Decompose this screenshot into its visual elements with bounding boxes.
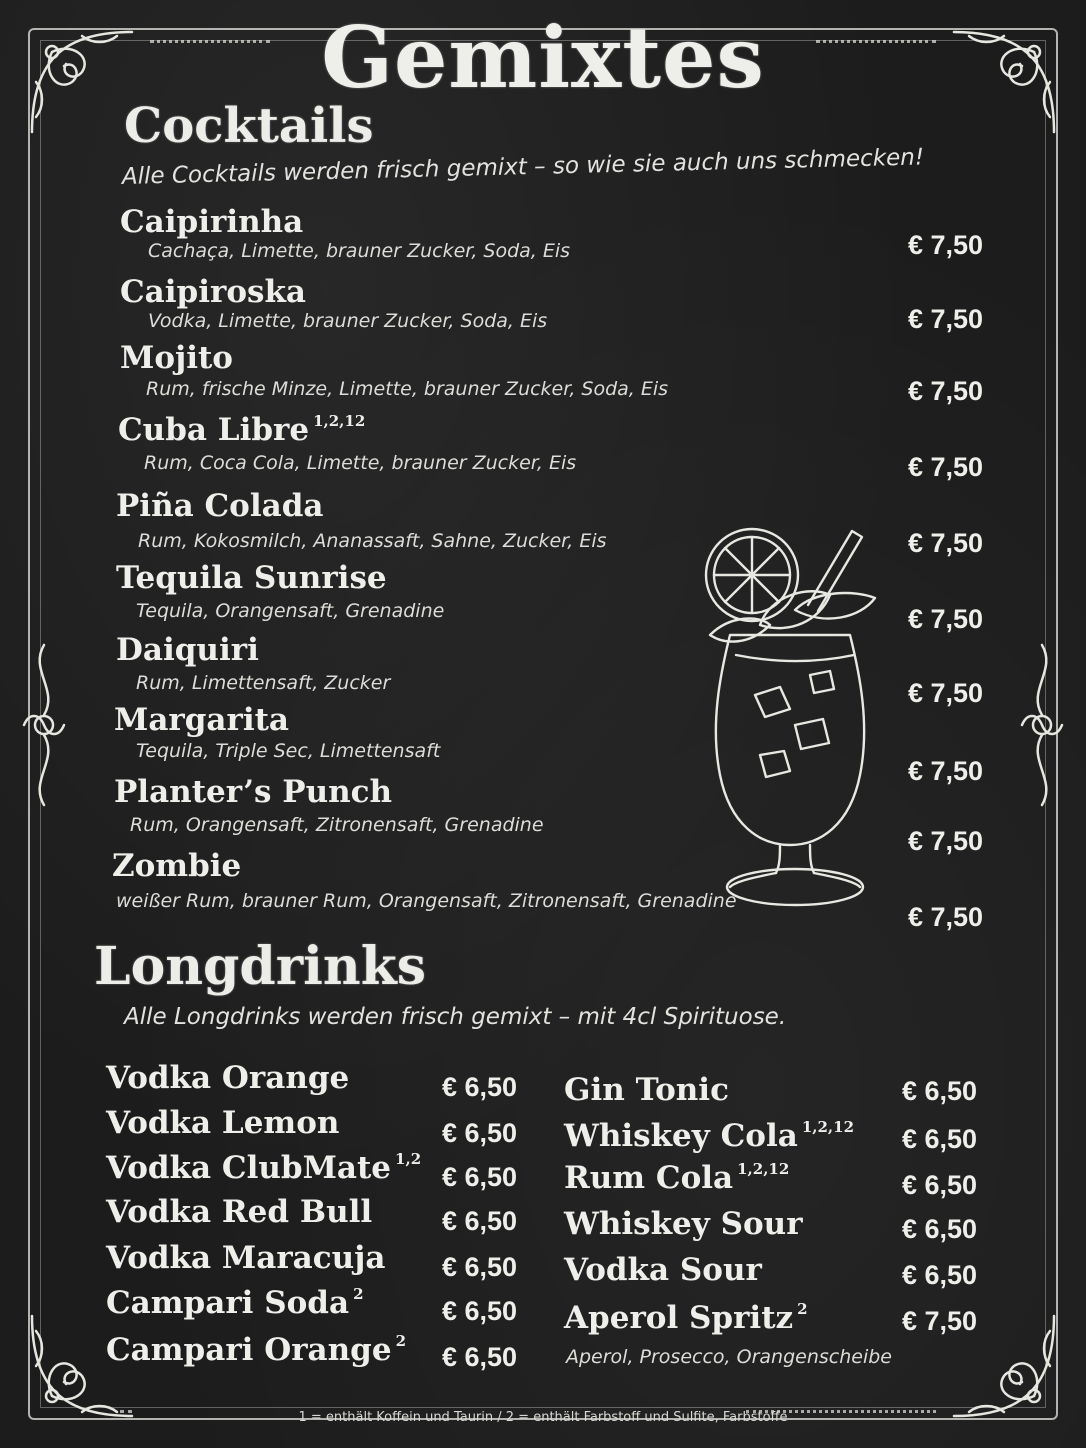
allergen-superscript: 1,2 — [395, 1150, 422, 1168]
longdrink-price: € 6,50 — [902, 1214, 978, 1244]
longdrink-name: Vodka Lemon — [106, 1105, 340, 1141]
longdrink-price: € 6,50 — [442, 1342, 518, 1372]
cocktail-price: € 7,50 — [908, 902, 984, 932]
cocktail-price: € 7,50 — [908, 304, 984, 334]
cocktail-name: Planter’s Punch — [114, 774, 393, 810]
longdrink-price: € 6,50 — [902, 1260, 978, 1290]
longdrink-name: Vodka Sour — [564, 1252, 762, 1288]
cocktail-name: Mojito — [120, 340, 233, 376]
cocktail-price: € 7,50 — [908, 826, 984, 856]
longdrink-name: Campari Soda $^2$ — [106, 1285, 364, 1321]
allergen-superscript: 2 — [353, 1285, 364, 1303]
cocktail-price: € 7,50 — [908, 604, 984, 634]
cocktail-description: Rum, Orangensaft, Zitronensaft, Grenadine — [130, 814, 544, 836]
cocktail-description: Rum, Limettensaft, Zucker — [136, 672, 391, 694]
longdrink-price: € 7,50 — [902, 1306, 978, 1336]
longdrink-name: Rum Cola $^{1,2,12}$ — [564, 1160, 790, 1196]
cocktail-name: Tequila Sunrise — [116, 560, 387, 596]
aperol-description: Aperol, Prosecco, Orangenscheibe — [566, 1346, 892, 1368]
page-title: Gemixtes — [321, 8, 765, 107]
longdrink-price: € 6,50 — [902, 1170, 978, 1200]
longdrinks-heading: Longdrinks — [94, 936, 427, 997]
cocktail-name: Zombie — [112, 848, 242, 884]
cocktail-description: Cachaça, Limette, brauner Zucker, Soda, Eis — [148, 240, 571, 262]
cocktail-description: Vodka, Limette, brauner Zucker, Soda, Eis — [148, 310, 548, 332]
longdrink-name: Whiskey Cola $^{1,2,12}$ — [564, 1118, 855, 1154]
longdrink-price: € 6,50 — [902, 1124, 978, 1154]
cocktail-name: Caipiroska — [120, 274, 307, 310]
longdrink-name: Vodka Red Bull — [106, 1194, 373, 1230]
footnote: 1 = enthält Koffein und Taurin / 2 = enthält Farbstoff und Sulfite, Farbstoffe — [298, 1410, 788, 1425]
allergen-superscript: 1,2,12 — [737, 1160, 790, 1178]
cocktails-heading: Cocktails — [124, 98, 374, 154]
cocktail-name: Margarita — [114, 702, 290, 738]
cocktail-price: € 7,50 — [908, 230, 984, 260]
longdrink-name: Whiskey Sour — [564, 1206, 803, 1242]
allergen-superscript: 2 — [797, 1300, 808, 1318]
allergen-superscript: 2 — [395, 1332, 407, 1350]
longdrink-price: € 6,50 — [442, 1162, 518, 1192]
longdrinks-note: Alle Longdrinks werden frisch gemixt – mit 4cl Spirituose. — [124, 1004, 787, 1030]
longdrink-price: € 6,50 — [442, 1206, 518, 1236]
cocktail-price: € 7,50 — [908, 452, 984, 482]
cocktail-description: weißer Rum, brauner Rum, Orangensaft, Zitronensaft, Grenadine — [116, 890, 737, 912]
cocktail-price: € 7,50 — [908, 528, 984, 558]
longdrink-name: Vodka Maracuja — [106, 1240, 386, 1276]
cocktail-name: Piña Colada — [116, 488, 324, 524]
longdrink-price: € 6,50 — [442, 1296, 518, 1326]
longdrink-price: € 6,50 — [442, 1072, 518, 1102]
cocktail-description: Tequila, Triple Sec, Limettensaft — [136, 740, 441, 762]
cocktail-description: Tequila, Orangensaft, Grenadine — [136, 600, 445, 622]
longdrink-price: € 6,50 — [442, 1118, 518, 1148]
longdrink-name: Gin Tonic — [564, 1072, 729, 1108]
side-flourish-icon — [1012, 640, 1072, 810]
cocktail-glass-icon — [700, 525, 890, 915]
longdrink-price: € 6,50 — [442, 1252, 518, 1282]
cocktail-name: Caipirinha — [120, 204, 304, 240]
cocktail-price: € 7,50 — [908, 376, 984, 406]
cocktail-name: Daiquiri — [116, 632, 259, 668]
longdrink-price: € 6,50 — [902, 1076, 978, 1106]
cocktail-description: Rum, Kokosmilch, Ananassaft, Sahne, Zucker, Eis — [138, 530, 607, 552]
cocktails-note: Alle Cocktails werden frisch gemixt – so wie sie auch uns schmecken! — [121, 144, 925, 190]
cocktail-name: Cuba Libre $^{1,2,12}$ — [118, 412, 366, 448]
longdrink-name: Campari Orange $^2$ — [106, 1332, 407, 1368]
allergen-superscript: 1,2,12 — [801, 1118, 855, 1136]
allergen-superscript: 1,2,12 — [313, 412, 366, 430]
cocktail-price: € 7,50 — [908, 678, 984, 708]
longdrink-name: Vodka ClubMate $^{1,2}$ — [106, 1150, 422, 1186]
cocktail-price: € 7,50 — [908, 756, 984, 786]
longdrink-name: Aperol Spritz $^2$ — [564, 1300, 808, 1336]
side-flourish-icon — [14, 640, 74, 810]
cocktail-description: Rum, Coca Cola, Limette, brauner Zucker, Eis — [144, 452, 577, 474]
longdrink-name: Vodka Orange — [106, 1060, 350, 1096]
cocktail-description: Rum, frische Minze, Limette, brauner Zucker, Soda, Eis — [146, 378, 669, 400]
